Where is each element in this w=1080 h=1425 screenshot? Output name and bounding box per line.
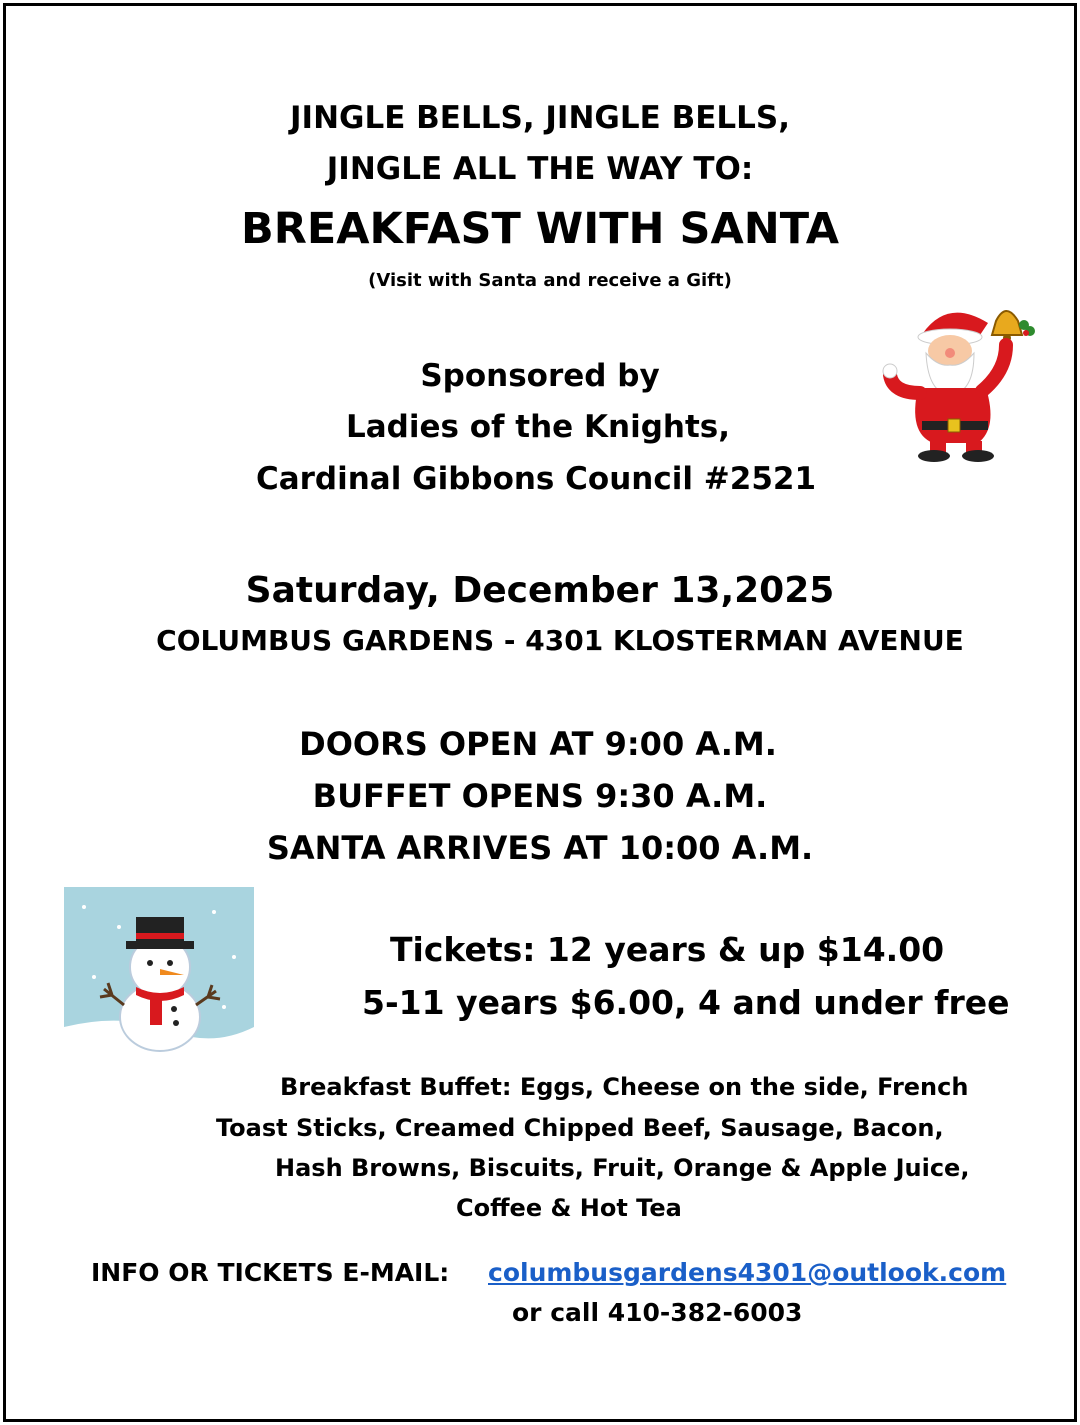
menu-line-3: Hash Browns, Biscuits, Fruit, Orange & Apple Juice, [275,1154,970,1182]
contact-phone: or call 410-382-6003 [512,1298,803,1327]
menu-line-4: Coffee & Hot Tea [456,1194,682,1222]
schedule-buffet: BUFFET OPENS 9:30 A.M. [312,777,768,815]
schedule-doors: DOORS OPEN AT 9:00 A.M. [299,725,777,763]
event-location: COLUMBUS GARDENS - 4301 KLOSTERMAN AVENUE [156,624,964,657]
tickets-child: 5-11 years $6.00, 4 and under free [362,983,1010,1022]
intro-line-1: JINGLE BELLS, JINGLE BELLS, [290,100,790,136]
santa-icon [878,293,1048,468]
schedule-santa: SANTA ARRIVES AT 10:00 A.M. [266,829,814,867]
sponsor-line-2: Ladies of the Knights, [345,409,731,445]
contact-email-link[interactable]: columbusgardens4301@outlook.com [488,1258,1007,1287]
intro-line-2: JINGLE ALL THE WAY TO: [326,151,754,187]
sponsor-line-3: Cardinal Gibbons Council #2521 [255,461,817,497]
event-date: Saturday, December 13,2025 [245,570,835,611]
tickets-adult: Tickets: 12 years & up $14.00 [390,930,945,969]
contact-label: INFO OR TICKETS E-MAIL: [91,1258,450,1287]
menu-line-1: Breakfast Buffet: Eggs, Cheese on the side, French [280,1073,969,1101]
event-subtitle: (Visit with Santa and receive a Gift) [368,270,732,291]
snowman-icon [64,887,254,1077]
sponsor-line-1: Sponsored by [420,358,660,394]
menu-line-2: Toast Sticks, Creamed Chipped Beef, Sausage, Bacon, [216,1114,944,1142]
event-title: BREAKFAST WITH SANTA [240,204,840,254]
